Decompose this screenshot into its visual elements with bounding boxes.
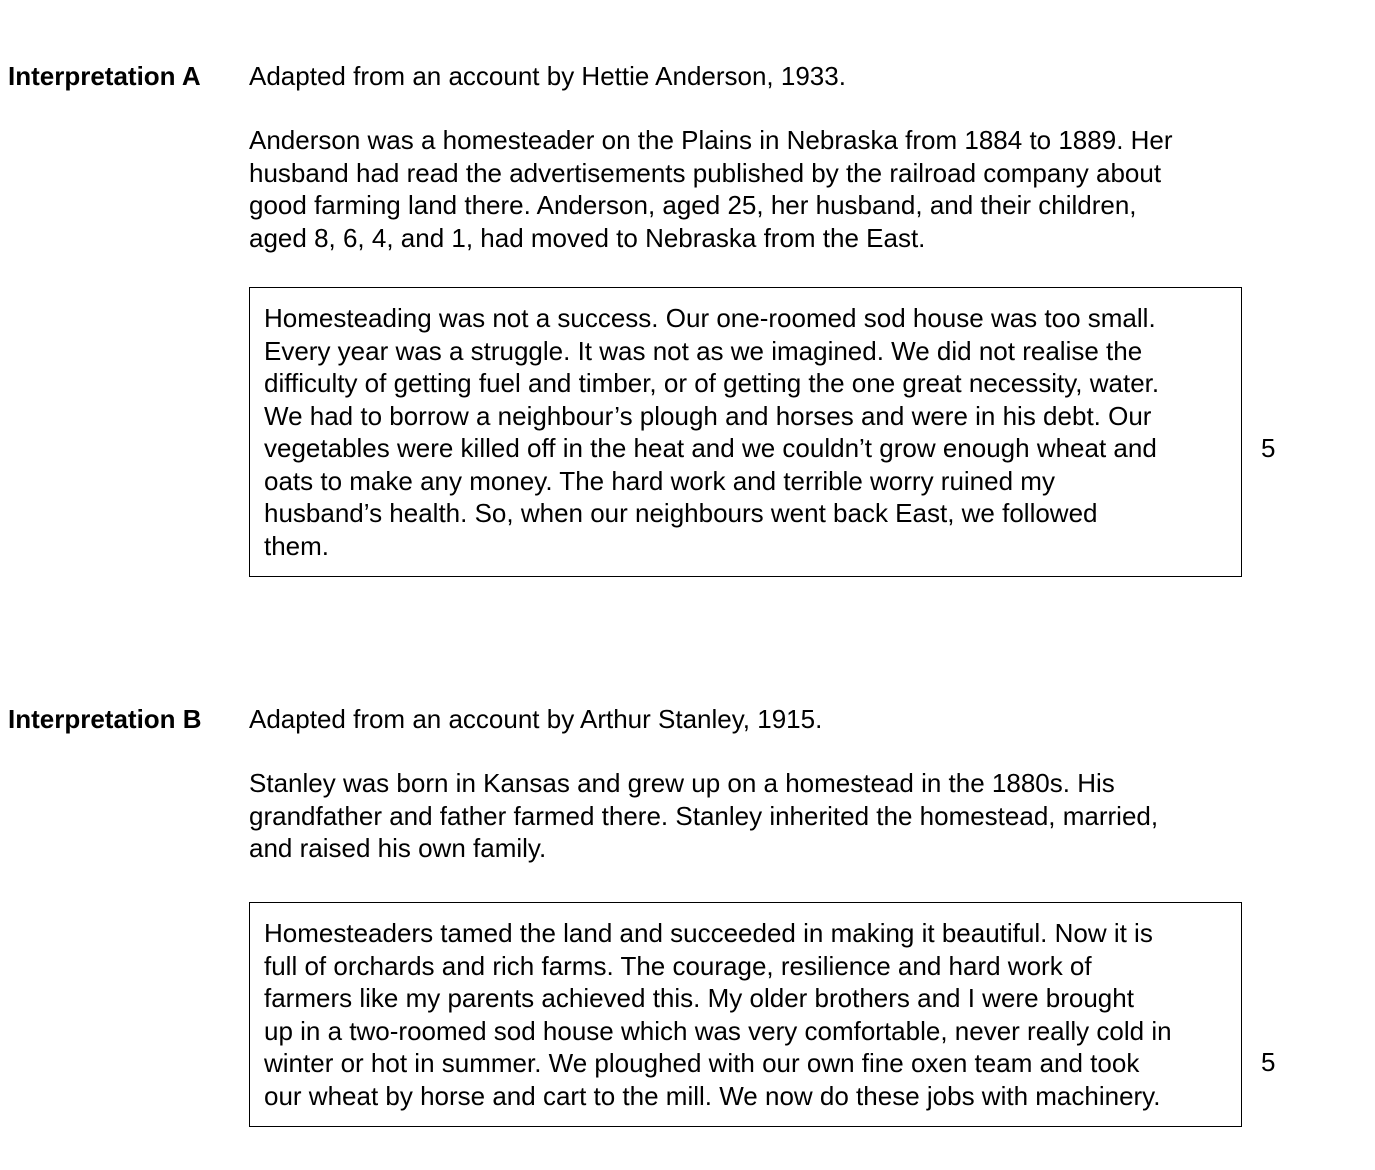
- quote-line: vegetables were killed off in the heat and we couldn’t grow enough wheat and: [264, 433, 1157, 463]
- context-line: Anderson was a homesteader on the Plains in Nebraska from 1884 to 1889. Her: [249, 125, 1173, 155]
- quote-line: difficulty of getting fuel and timber, or of getting the one great necessity, water.: [264, 368, 1160, 398]
- quote-line: farmers like my parents achieved this. My older brothers and I were brought: [264, 983, 1134, 1013]
- quote-line: Homesteading was not a success. Our one-roomed sod house was too small.: [264, 303, 1156, 333]
- interpretation-b-label: Interpretation B: [8, 704, 202, 734]
- quote-line: husband’s health. So, when our neighbours went back East, we followed: [264, 498, 1098, 528]
- context-line: husband had read the advertisements published by the railroad company about: [249, 157, 1162, 188]
- interpretation-a-marks: 5: [1261, 433, 1276, 463]
- context-line: and raised his own family.: [249, 833, 547, 863]
- context-line: good farming land there. Anderson, aged 25, her husband, and their children,: [249, 190, 1137, 220]
- interpretation-a-context: [249, 124, 1249, 254]
- quote-line: Homesteaders tamed the land and succeeded in making it beautiful. Now it is: [264, 918, 1153, 948]
- context-line: grandfather and father farmed there. Stanley inherited the homestead, married,: [249, 800, 1159, 831]
- interpretation-a-quote-box: [249, 287, 1242, 577]
- quote-line: We had to borrow a neighbour’s plough and horses and were in his debt. Our: [264, 400, 1152, 431]
- interpretation-b-quote-box: [249, 902, 1242, 1127]
- context-line: Stanley was born in Kansas and grew up on a homestead in the 1880s. His: [249, 768, 1115, 798]
- quote-line: winter or hot in summer. We ploughed with our own fine oxen team and took: [264, 1048, 1140, 1078]
- quote-line: full of orchards and rich farms. The courage, resilience and hard work of: [264, 950, 1092, 981]
- interpretation-a-source: Adapted from an account by Hettie Anderson, 1933.: [249, 61, 846, 91]
- quote-line: them.: [264, 530, 330, 561]
- quote-line: Every year was a struggle. It was not as we imagined. We did not realise the: [264, 335, 1143, 366]
- interpretation-b-source: Adapted from an account by Arthur Stanley, 1915.: [249, 704, 823, 734]
- quote-line: our wheat by horse and cart to the mill. We now do these jobs with machinery.: [264, 1080, 1161, 1111]
- context-line: aged 8, 6, 4, and 1, had moved to Nebraska from the East.: [249, 222, 926, 253]
- quote-line: up in a two-roomed sod house which was very comfortable, never really cold in: [264, 1015, 1172, 1046]
- quote-line: oats to make any money. The hard work and terrible worry ruined my: [264, 465, 1055, 496]
- interpretation-b-marks: 5: [1261, 1047, 1276, 1077]
- interpretation-b-context: [249, 767, 1249, 865]
- interpretation-a-label: Interpretation A: [8, 61, 201, 91]
